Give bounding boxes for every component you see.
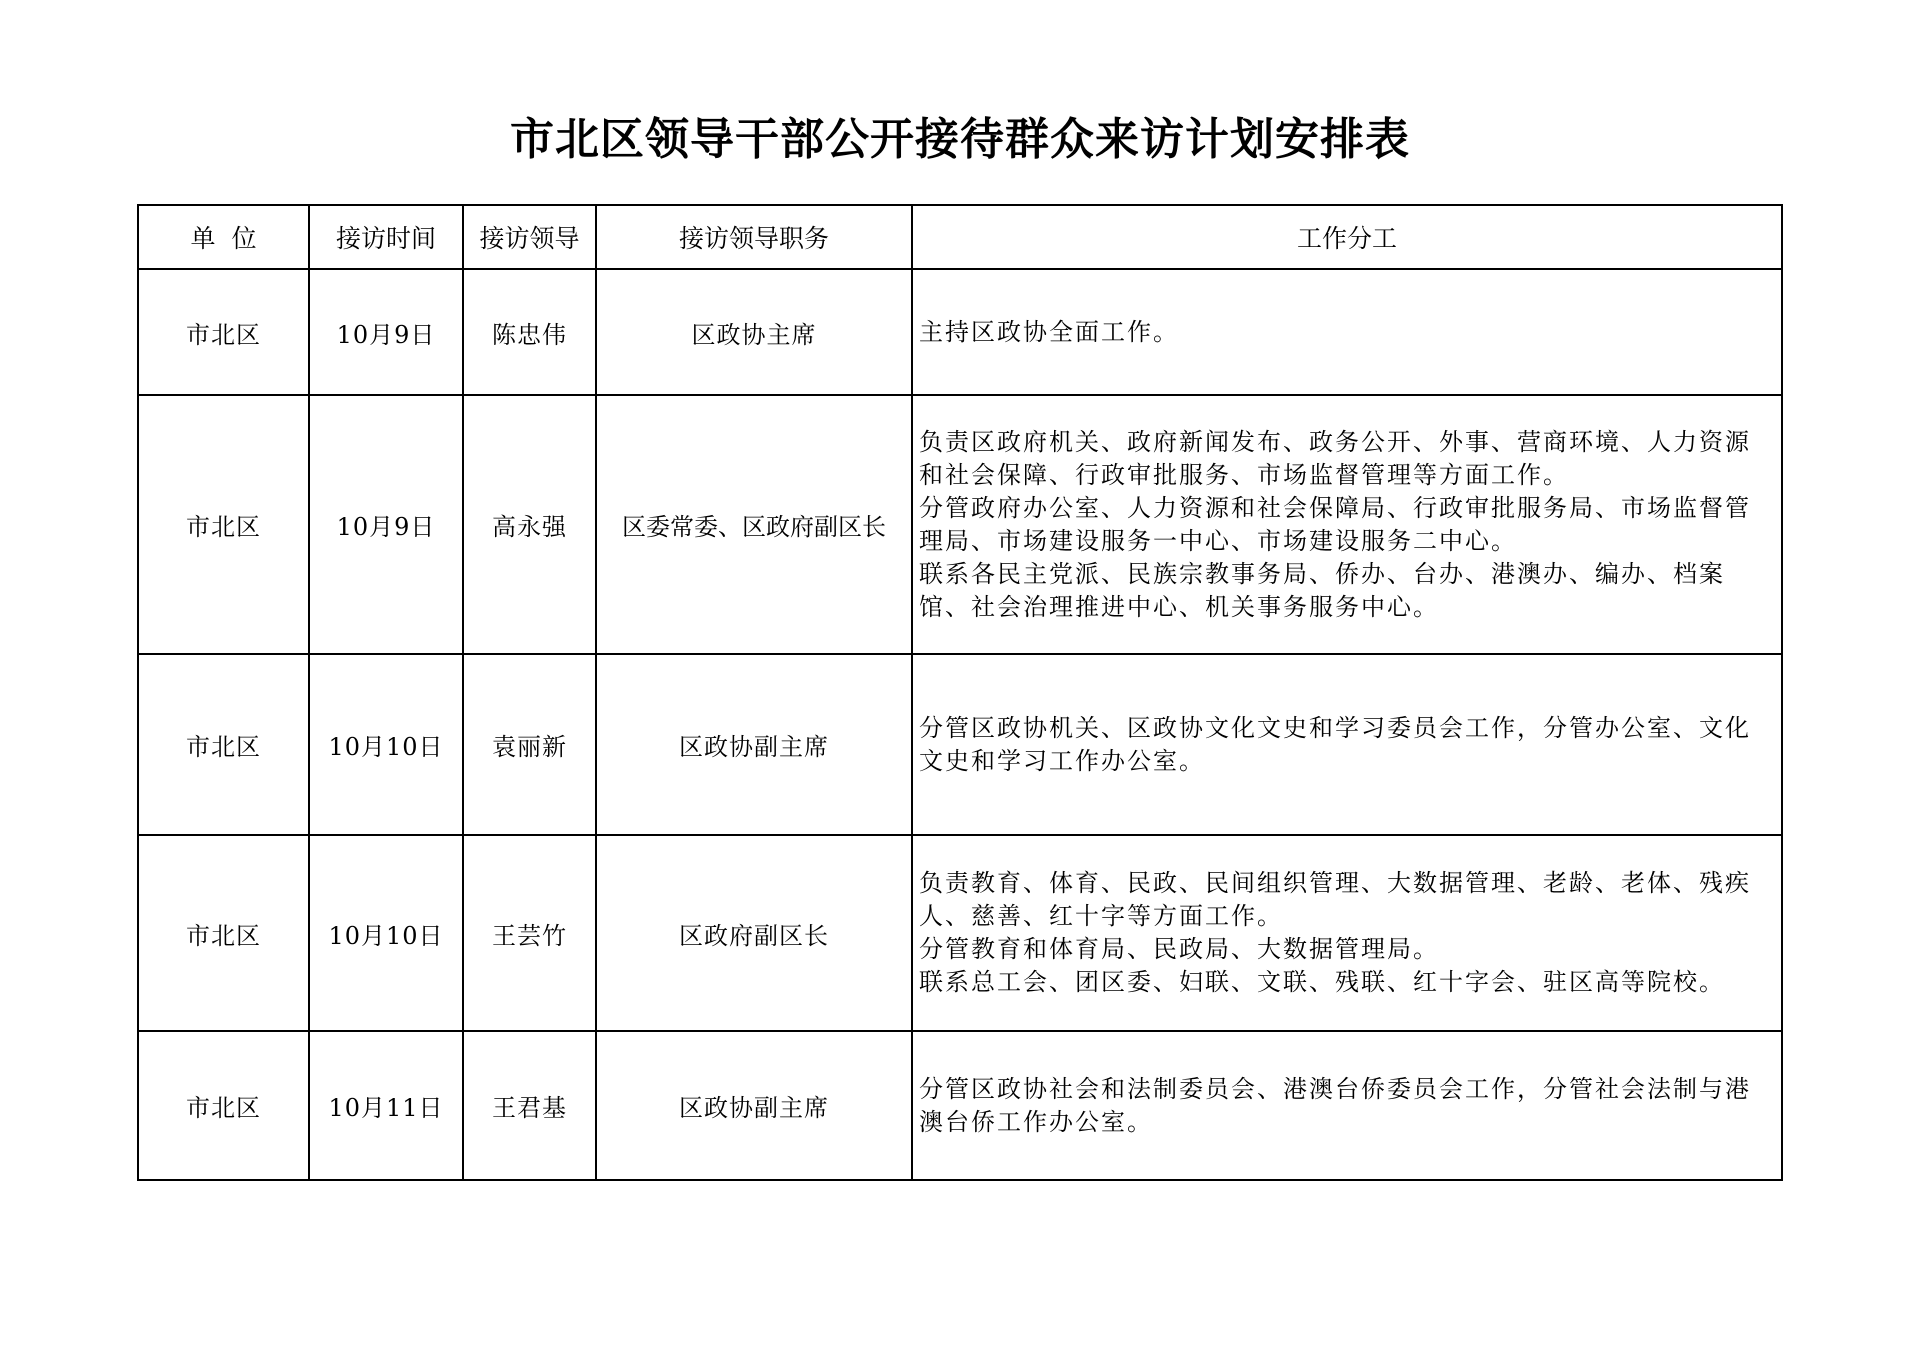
duty-line: 分管区政协社会和法制委员会、港澳台侨委员会工作，分管社会法制与港澳台侨工作办公室。 (919, 1074, 1751, 1136)
duty-line: 主持区政协全面工作。 (919, 317, 1179, 346)
cell-duties (912, 395, 1782, 654)
cell-duties (912, 654, 1782, 835)
duty-line: 联系各民主党派、民族宗教事务局、侨办、台办、港澳办、编办、档案馆、社会治理推进中心、机关事务服务中心。 (919, 559, 1725, 621)
cell-leader: 袁丽新 (463, 654, 596, 835)
table-row (138, 395, 1782, 654)
header-duties: 工作分工 (912, 205, 1782, 269)
table-header-row (138, 205, 1782, 269)
cell-position: 区政协副主席 (596, 1031, 912, 1180)
header-position: 接访领导职务 (596, 205, 912, 269)
cell-date: 10月9日 (309, 269, 463, 395)
duty-line: 负责教育、体育、民政、民间组织管理、大数据管理、老龄、老体、残疾人、慈善、红十字等方面工作。 (919, 869, 1751, 930)
duty-line: 分管区政协机关、区政协文化文史和学习委员会工作，分管办公室、文化文史和学习工作办公室。 (919, 713, 1751, 775)
cell-unit: 市北区 (138, 269, 309, 395)
reception-schedule-table (137, 204, 1783, 1181)
cell-unit: 市北区 (138, 835, 309, 1031)
cell-position: 区政协副主席 (596, 654, 912, 835)
duty-line: 负责区政府机关、政府新闻发布、政务公开、外事、营商环境、人力资源和社会保障、行政审批服务、市场监督管理等方面工作。 (919, 427, 1751, 489)
cell-position: 区政府副区长 (596, 835, 912, 1031)
document-title: 市北区领导干部公开接待群众来访计划安排表 (510, 114, 1410, 165)
cell-date: 10月10日 (309, 654, 463, 835)
cell-unit: 市北区 (138, 1031, 309, 1180)
cell-position: 区政协主席 (596, 269, 912, 395)
cell-unit: 市北区 (138, 395, 309, 654)
cell-leader: 陈忠伟 (463, 269, 596, 395)
cell-date: 10月11日 (309, 1031, 463, 1180)
table-row (138, 654, 1782, 835)
cell-duties (912, 835, 1782, 1031)
header-date: 接访时间 (309, 205, 463, 269)
cell-position: 区委常委、区政府副区长 (596, 395, 912, 654)
cell-leader: 王芸竹 (463, 835, 596, 1031)
cell-leader: 高永强 (463, 395, 596, 654)
header-unit: 单 位 (138, 205, 309, 269)
cell-date: 10月10日 (309, 835, 463, 1031)
cell-duties (912, 269, 1782, 395)
cell-leader: 王君基 (463, 1031, 596, 1180)
header-leader: 接访领导 (463, 205, 596, 269)
duty-line: 分管教育和体育局、民政局、大数据管理局。 (919, 935, 1439, 963)
duty-line: 分管政府办公室、人力资源和社会保障局、行政审批服务局、市场监督管理局、市场建设服务一中心、市场建设服务二中心。 (919, 493, 1751, 555)
table-row (138, 1031, 1782, 1180)
cell-date: 10月9日 (309, 395, 463, 654)
cell-duties (912, 1031, 1782, 1180)
table-row (138, 835, 1782, 1031)
duty-line: 联系总工会、团区委、妇联、文联、残联、红十字会、驻区高等院校。 (919, 968, 1725, 996)
cell-unit: 市北区 (138, 654, 309, 835)
table-row (138, 269, 1782, 395)
